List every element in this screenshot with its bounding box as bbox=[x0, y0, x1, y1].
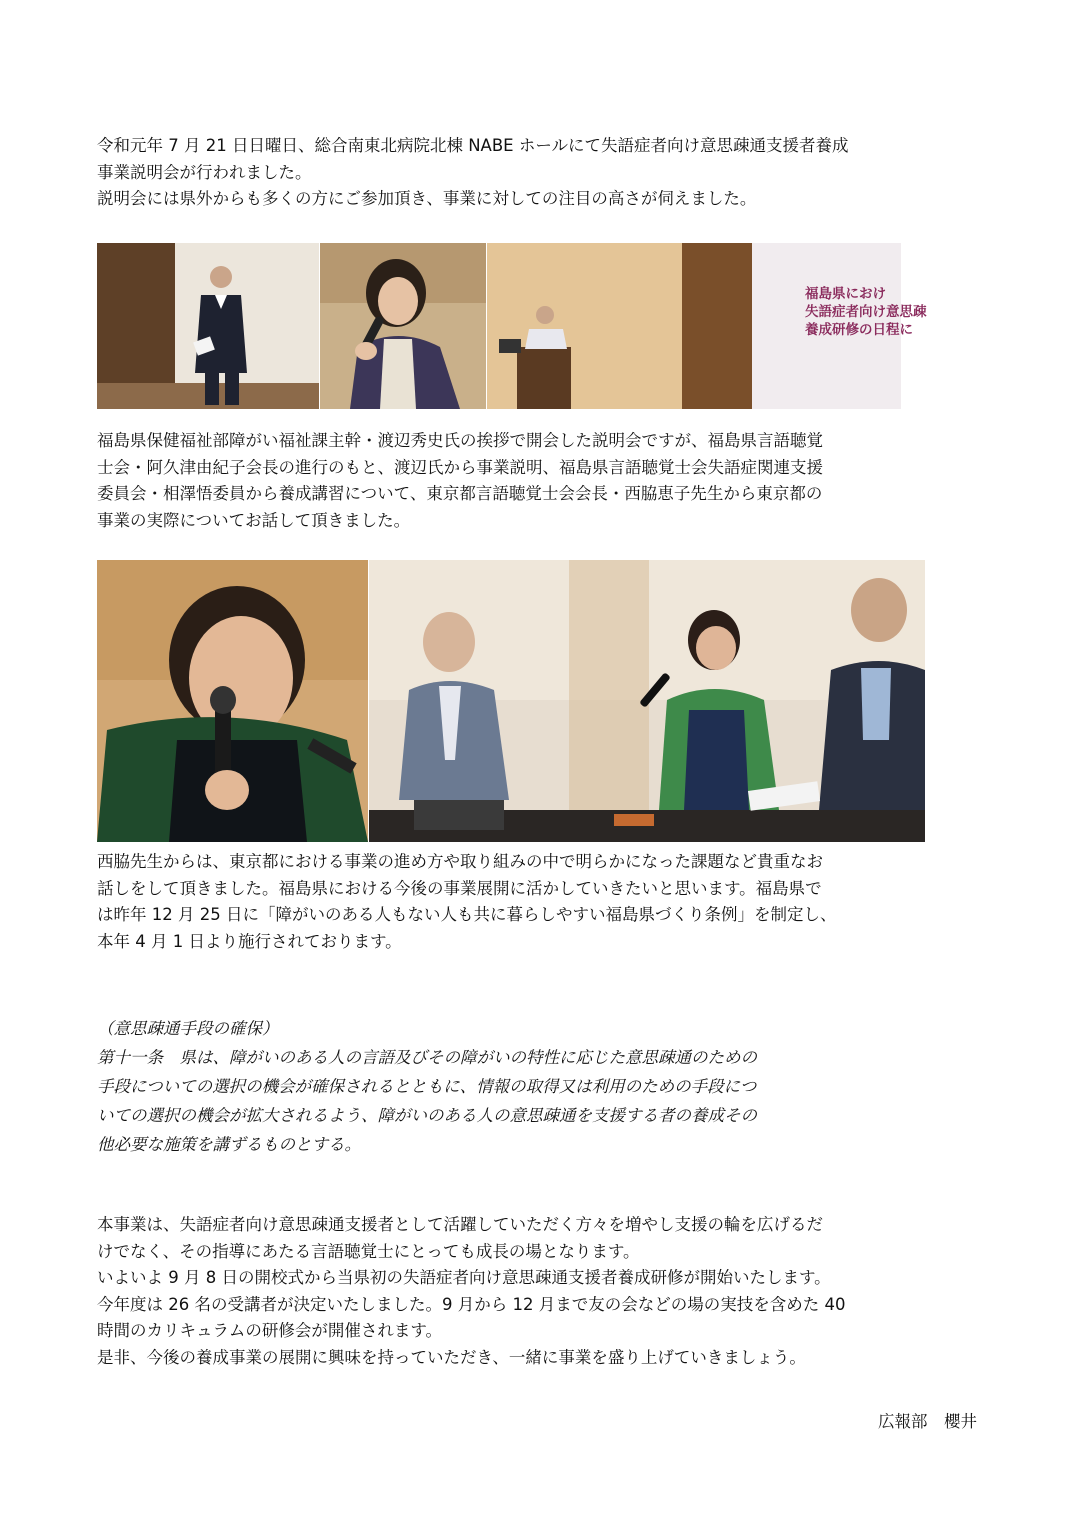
intro-paragraph bbox=[97, 133, 987, 213]
text-line: 事業説明会が行われました。 bbox=[97, 162, 312, 182]
text-line: 本年 4 月 1 日より施行されております。 bbox=[97, 931, 402, 951]
text-line: 本事業は、失語症者向け意思疎通支援者として活躍していただく方々を増やし支援の輪を広げるだ bbox=[97, 1215, 823, 1234]
signature: 広報部 櫻井 bbox=[878, 1412, 977, 1431]
slide-title bbox=[805, 285, 927, 339]
ordinance-quote bbox=[97, 1014, 937, 1159]
text-line: いよいよ 9 月 8 日の開校式から当県初の失語症者向け意思疎通支援者養成研修が開始いたします。 bbox=[97, 1268, 831, 1287]
photo-opening-speaker bbox=[97, 243, 319, 409]
nishiwaki-paragraph bbox=[97, 849, 987, 955]
text-line: 令和元年 7 月 21 日日曜日、総合南東北病院北棟 NABE ホールにて失語症者向け意思疎通支援者養成 bbox=[97, 136, 849, 155]
slide-title-line: 福島県におけ bbox=[805, 286, 886, 302]
text-line: 福島県保健福祉部障がい福祉課主幹・渡辺秀史氏の挨拶で開会した説明会ですが、福島県言語聴覚 bbox=[97, 431, 823, 450]
photo-panel-discussion bbox=[369, 560, 925, 842]
text-line: けでなく、その指導にあたる言語聴覚士にとっても成長の場となります。 bbox=[97, 1241, 640, 1261]
slide-title-line: 養成研修の日程に bbox=[805, 322, 913, 338]
text-line: 事業の実際についてお話して頂きました。 bbox=[97, 510, 411, 530]
ordinance-line: 他必要な施策を講ずるものとする。 bbox=[97, 1135, 361, 1154]
text-line: 西脇先生からは、東京都における事業の進め方や取り組みの中で明らかになった課題など貴重なお bbox=[97, 852, 823, 871]
photo-nishiwaki-speaking bbox=[97, 560, 368, 842]
ordinance-line: 第十一条 県は、障がいのある人の言語及びその障がいの特性に応じた意思疎通のための bbox=[97, 1048, 757, 1067]
ordinance-line: 手段についての選択の機会が確保されるとともに、情報の取得又は利用のための手段につ bbox=[97, 1077, 757, 1096]
text-line: 説明会には県外からも多くの方にご参加頂き、事業に対しての注目の高さが伺えました。 bbox=[97, 189, 757, 208]
text-line: 委員会・相澤悟委員から養成講習について、東京都言語聴覚士会会長・西脇恵子先生から東京都の bbox=[97, 484, 823, 503]
text-line: は昨年 12 月 25 日に「障がいのある人もない人も共に暮らしやすい福島県づくり条例」を制定し、 bbox=[97, 905, 837, 924]
text-line: 是非、今後の養成事業の展開に興味を持っていただき、一緒に事業を盛り上げていきましょう。 bbox=[97, 1347, 806, 1367]
ordinance-line: いての選択の機会が拡大されるよう、障がいのある人の意思疎通を支援する者の養成その bbox=[97, 1106, 757, 1125]
text-line: 時間のカリキュラムの研修会が開催されます。 bbox=[97, 1321, 443, 1340]
text-line: 話しをして頂きました。福島県における今後の事業展開に活かしていきたいと思います。福島県で bbox=[97, 878, 822, 898]
photo-chairperson bbox=[320, 243, 486, 409]
ordinance-heading: （意思疎通手段の確保） bbox=[97, 1019, 279, 1038]
closing-paragraph bbox=[97, 1212, 987, 1371]
slide-title-line: 失語症者向け意思疎 bbox=[805, 304, 927, 320]
speakers-paragraph bbox=[97, 428, 987, 534]
photo-presentation-slide bbox=[487, 243, 927, 409]
text-line: 士会・阿久津由紀子会長の進行のもと、渡辺氏から事業説明、福島県言語聴覚士会失語症関連支援 bbox=[97, 457, 823, 477]
text-line: 今年度は 26 名の受講者が決定いたしました。9 月から 12 月まで友の会などの場の実技を含めた 40 bbox=[97, 1294, 846, 1314]
